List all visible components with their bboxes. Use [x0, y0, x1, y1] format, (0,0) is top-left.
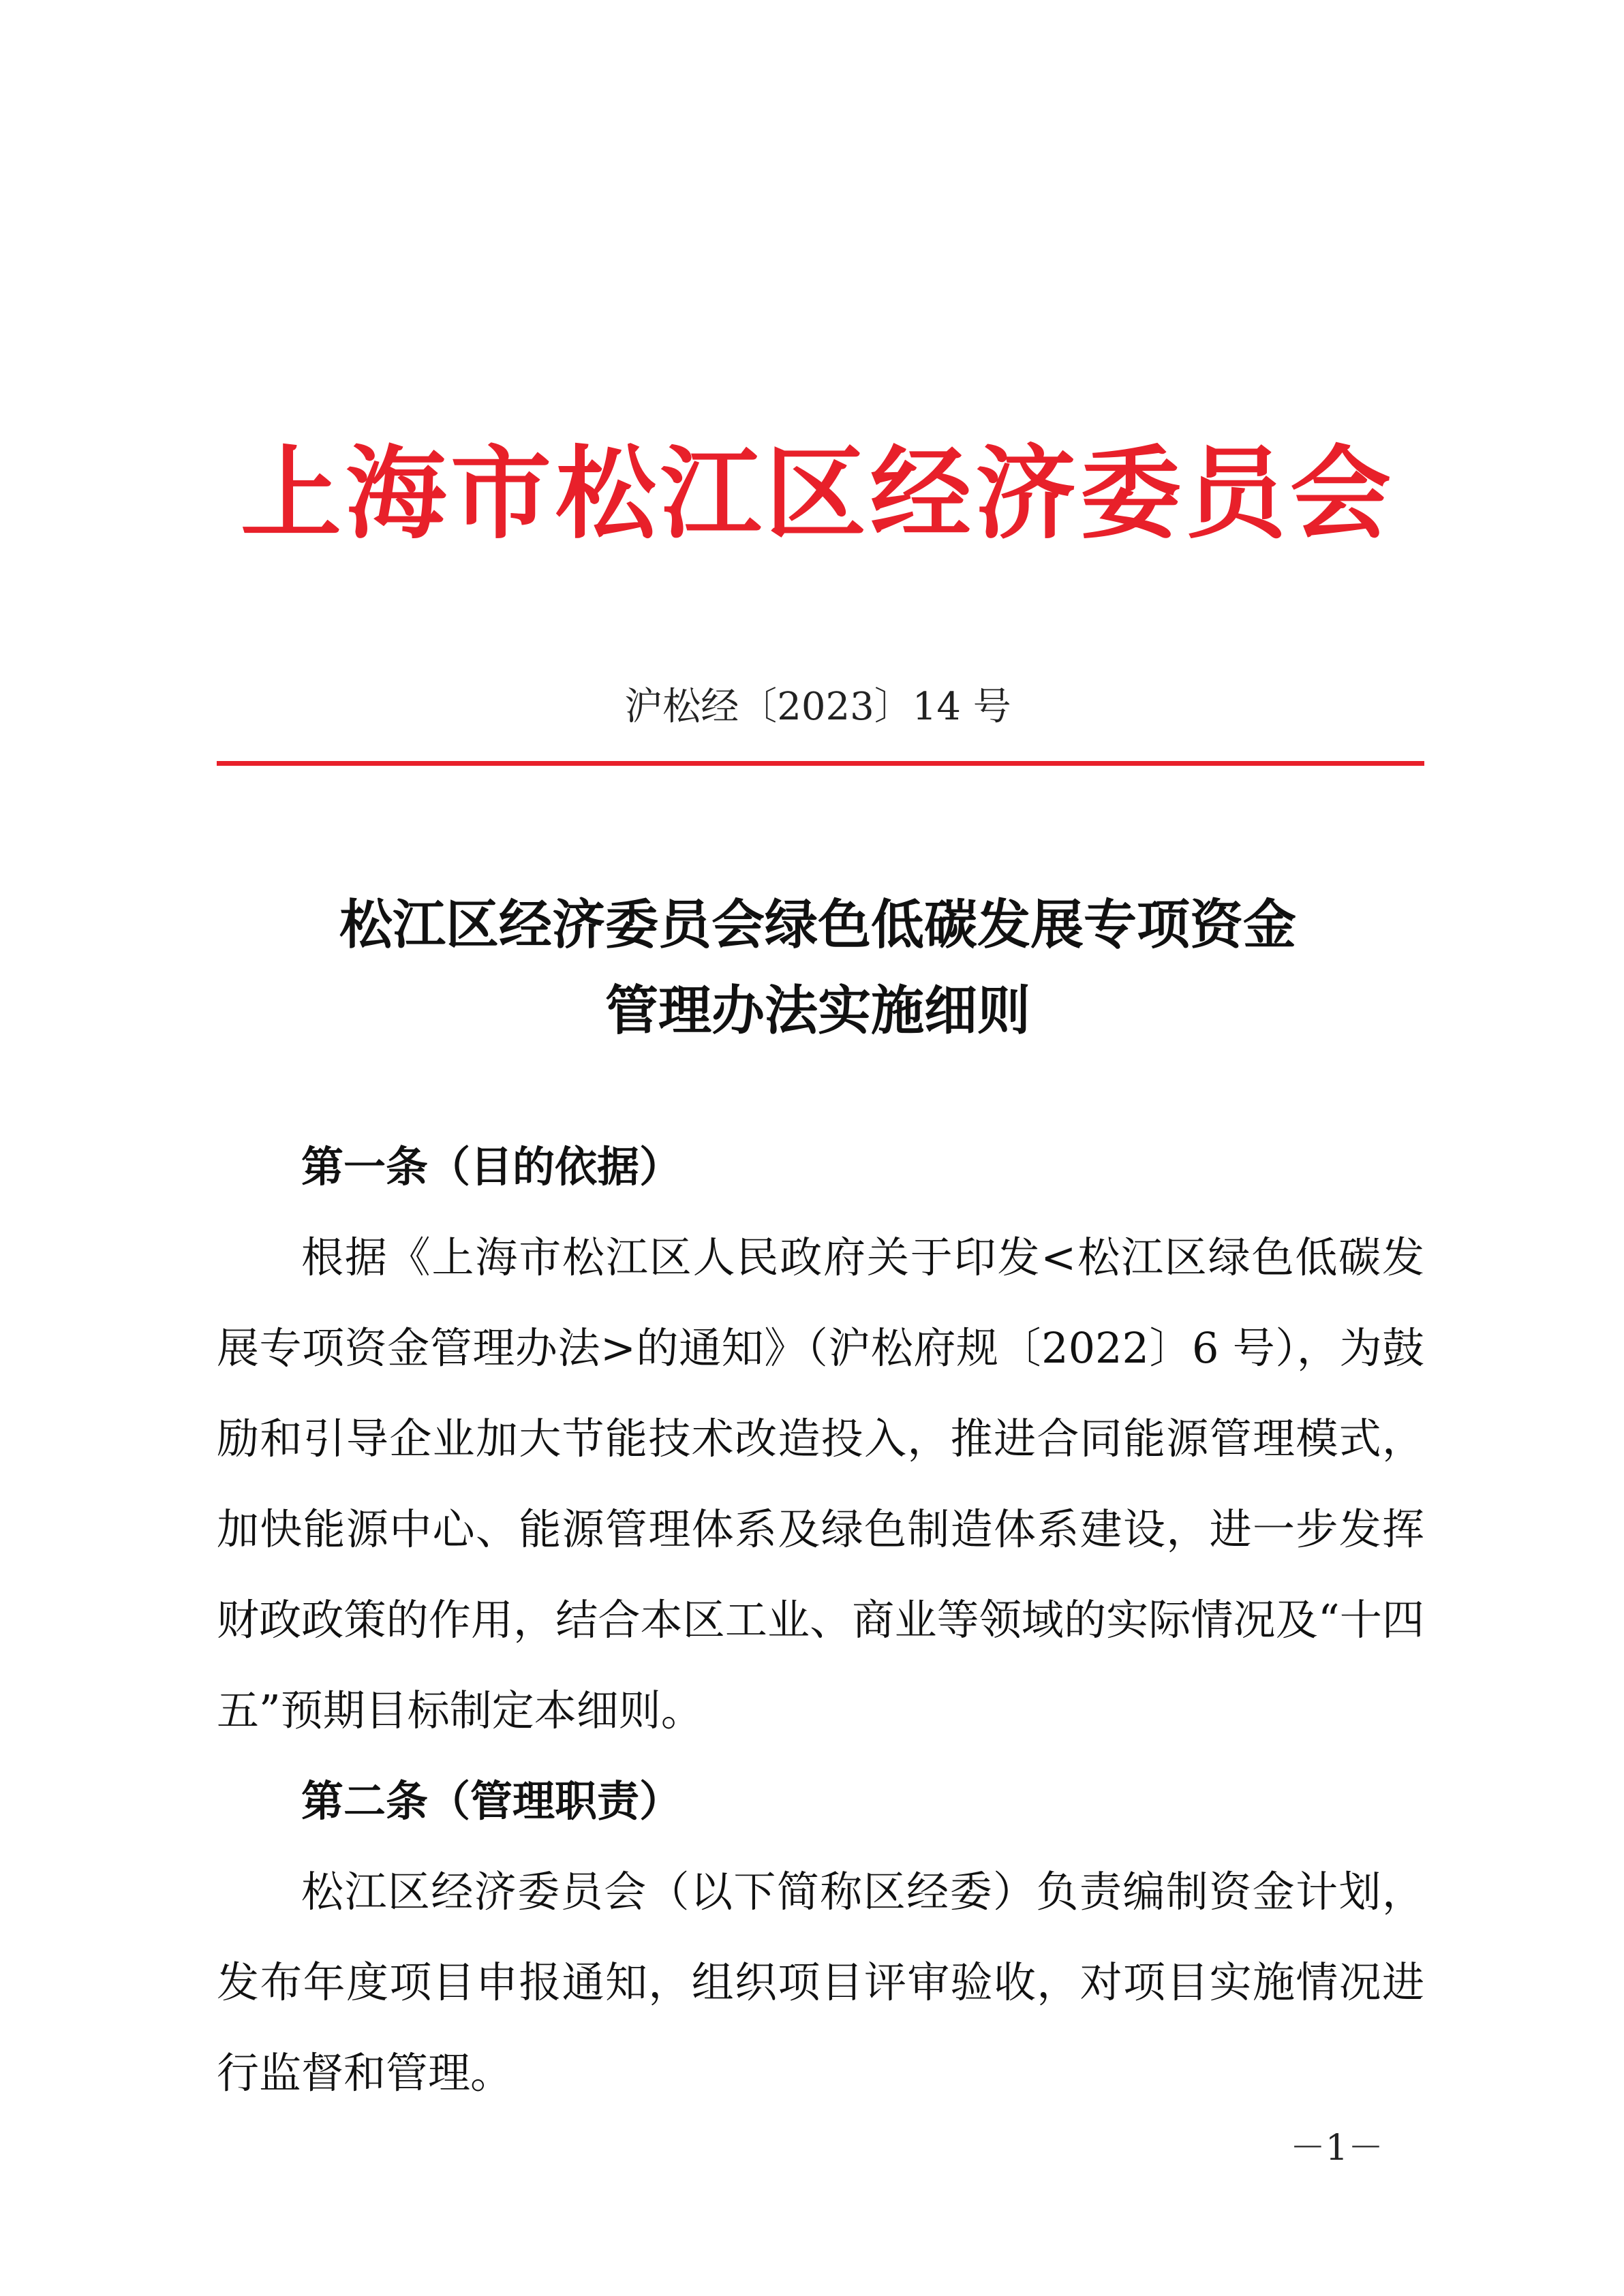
article-2-heading: 第二条（管理职责） [301, 1776, 682, 1826]
article-1-heading: 第一条（目的依据） [301, 1142, 682, 1192]
page-number: －1－ [1289, 2128, 1383, 2169]
document-body [217, 1121, 1424, 2118]
document-title-line-2: 管理办法实施细则 [604, 980, 1030, 1042]
document-title [204, 882, 1431, 1054]
masthead-organization: 上海市松江区经济委员会 [241, 434, 1395, 553]
document-number: 沪松经〔2023〕14 号 [624, 685, 1011, 729]
article-2-paragraph: 松江区经济委员会（以下简称区经委）负责编制资金计划，发布年度项目申报通知，组织项目评审验收，对项目实施情况进行监督和管理。 [217, 1867, 1424, 2098]
article-1-paragraph: 根据《上海市松江区人民政府关于印发<松江区绿色低碳发展专项资金管理办法>的通知》（沪松府规〔2022〕6 号），为鼓励和引导企业加大节能技术改造投入，推进合同能源管理模式，加快能源中心、能源管理体系及绿色制造体系建设，进一步发挥财政政策的作用，结合本区工业、商业等领域的实际情况及“十四五”预期目标制定本细则。 [217, 1232, 1424, 1735]
red-divider-line [217, 761, 1424, 766]
document-title-line-1: 松江区经济委员会绿色低碳发展专项资金 [339, 895, 1296, 956]
